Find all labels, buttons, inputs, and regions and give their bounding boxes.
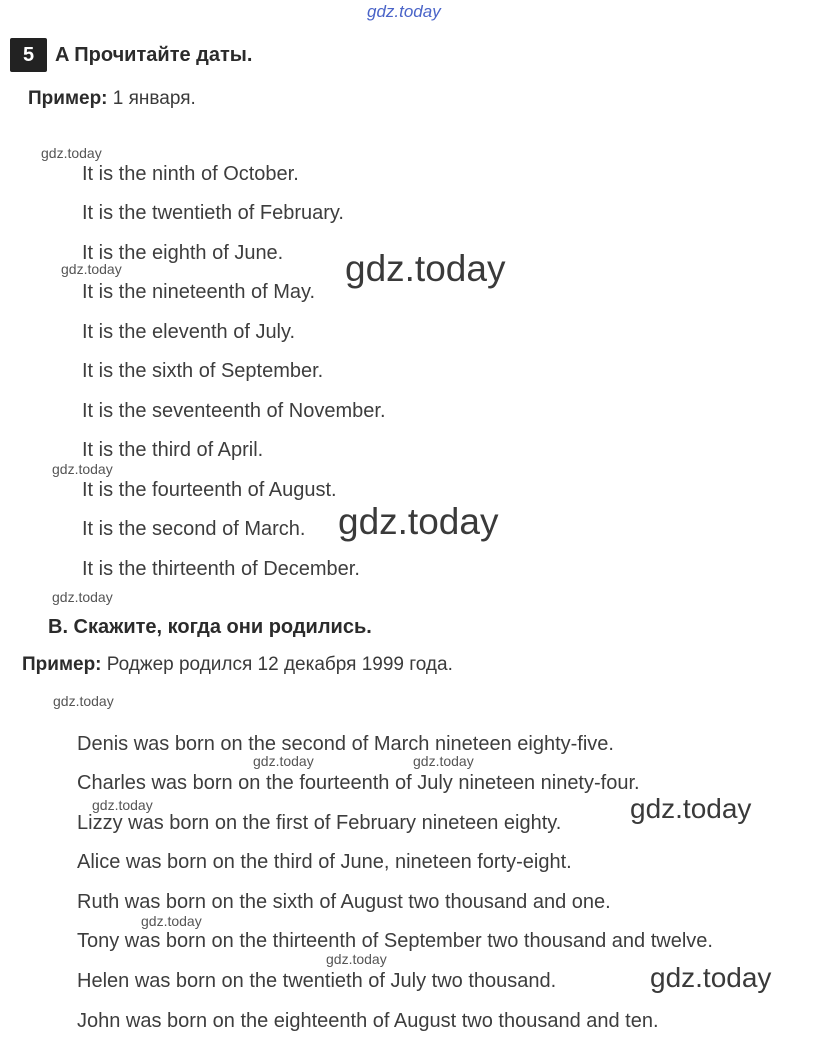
watermark-large: gdz.today <box>345 248 506 289</box>
watermark-small: gdz.today <box>253 753 314 769</box>
part-a-line: It is the ninth of October. <box>82 163 299 185</box>
watermark-small: gdz.today <box>41 145 102 161</box>
part-a-line: It is the third of April. <box>82 439 264 461</box>
watermark-small: gdz.today <box>61 261 122 277</box>
part-b-example-text: Роджер родился 12 декабря 1999 года. <box>106 654 453 675</box>
watermark-medium: gdz.today <box>630 793 752 824</box>
watermark-small: gdz.today <box>326 951 387 967</box>
part-b-line: Denis was born on the second of March nineteen eighty-five. <box>77 733 614 755</box>
task-number-badge: 5 <box>10 38 47 72</box>
part-b-heading: B. Скажите, когда они родились. <box>48 616 372 638</box>
part-a-line: It is the twentieth of February. <box>82 202 344 224</box>
part-a-example-text: 1 января. <box>112 88 196 109</box>
part-a-line: It is the second of March. <box>82 518 306 540</box>
watermark-top: gdz.today <box>367 2 441 21</box>
watermark-medium: gdz.today <box>650 962 772 993</box>
watermark-small: gdz.today <box>413 753 474 769</box>
watermark-small: gdz.today <box>52 461 113 477</box>
part-b-line: Charles was born on the fourteenth of July nineteen ninety-four. <box>77 772 640 794</box>
watermark-large: gdz.today <box>338 501 499 542</box>
part-b-line: John was born on the eighteenth of August two thousand and ten. <box>77 1010 659 1032</box>
part-a-line: It is the eleventh of July. <box>82 321 296 343</box>
part-b-line: Ruth was born on the sixth of August two thousand and one. <box>77 891 611 913</box>
part-b-line: Lizzy was born on the first of February nineteen eighty. <box>77 812 562 834</box>
watermark-small: gdz.today <box>141 913 202 929</box>
part-a-line: It is the eighth of June. <box>82 242 284 264</box>
part-b-line: Tony was born on the thirteenth of September two thousand and twelve. <box>77 930 713 952</box>
watermark-small: gdz.today <box>52 589 113 605</box>
part-a-line: It is the seventeenth of November. <box>82 400 386 422</box>
part-a-heading: A Прочитайте даты. <box>55 44 253 66</box>
part-a-example-label: Пример: <box>28 88 108 109</box>
part-a-line: It is the nineteenth of May. <box>82 281 316 303</box>
part-a-line: It is the thirteenth of December. <box>82 558 360 580</box>
part-b-line: Helen was born on the twentieth of July two thousand. <box>77 970 557 992</box>
part-b-example-label: Пример: <box>22 654 102 675</box>
watermark-small: gdz.today <box>92 797 153 813</box>
watermark-small: gdz.today <box>53 693 114 709</box>
part-a-line: It is the sixth of September. <box>82 360 324 382</box>
part-a-line: It is the fourteenth of August. <box>82 479 337 501</box>
part-b-example <box>22 654 453 676</box>
part-b-line: Alice was born on the third of June, nineteen forty-eight. <box>77 851 572 873</box>
part-a-example <box>28 88 196 110</box>
